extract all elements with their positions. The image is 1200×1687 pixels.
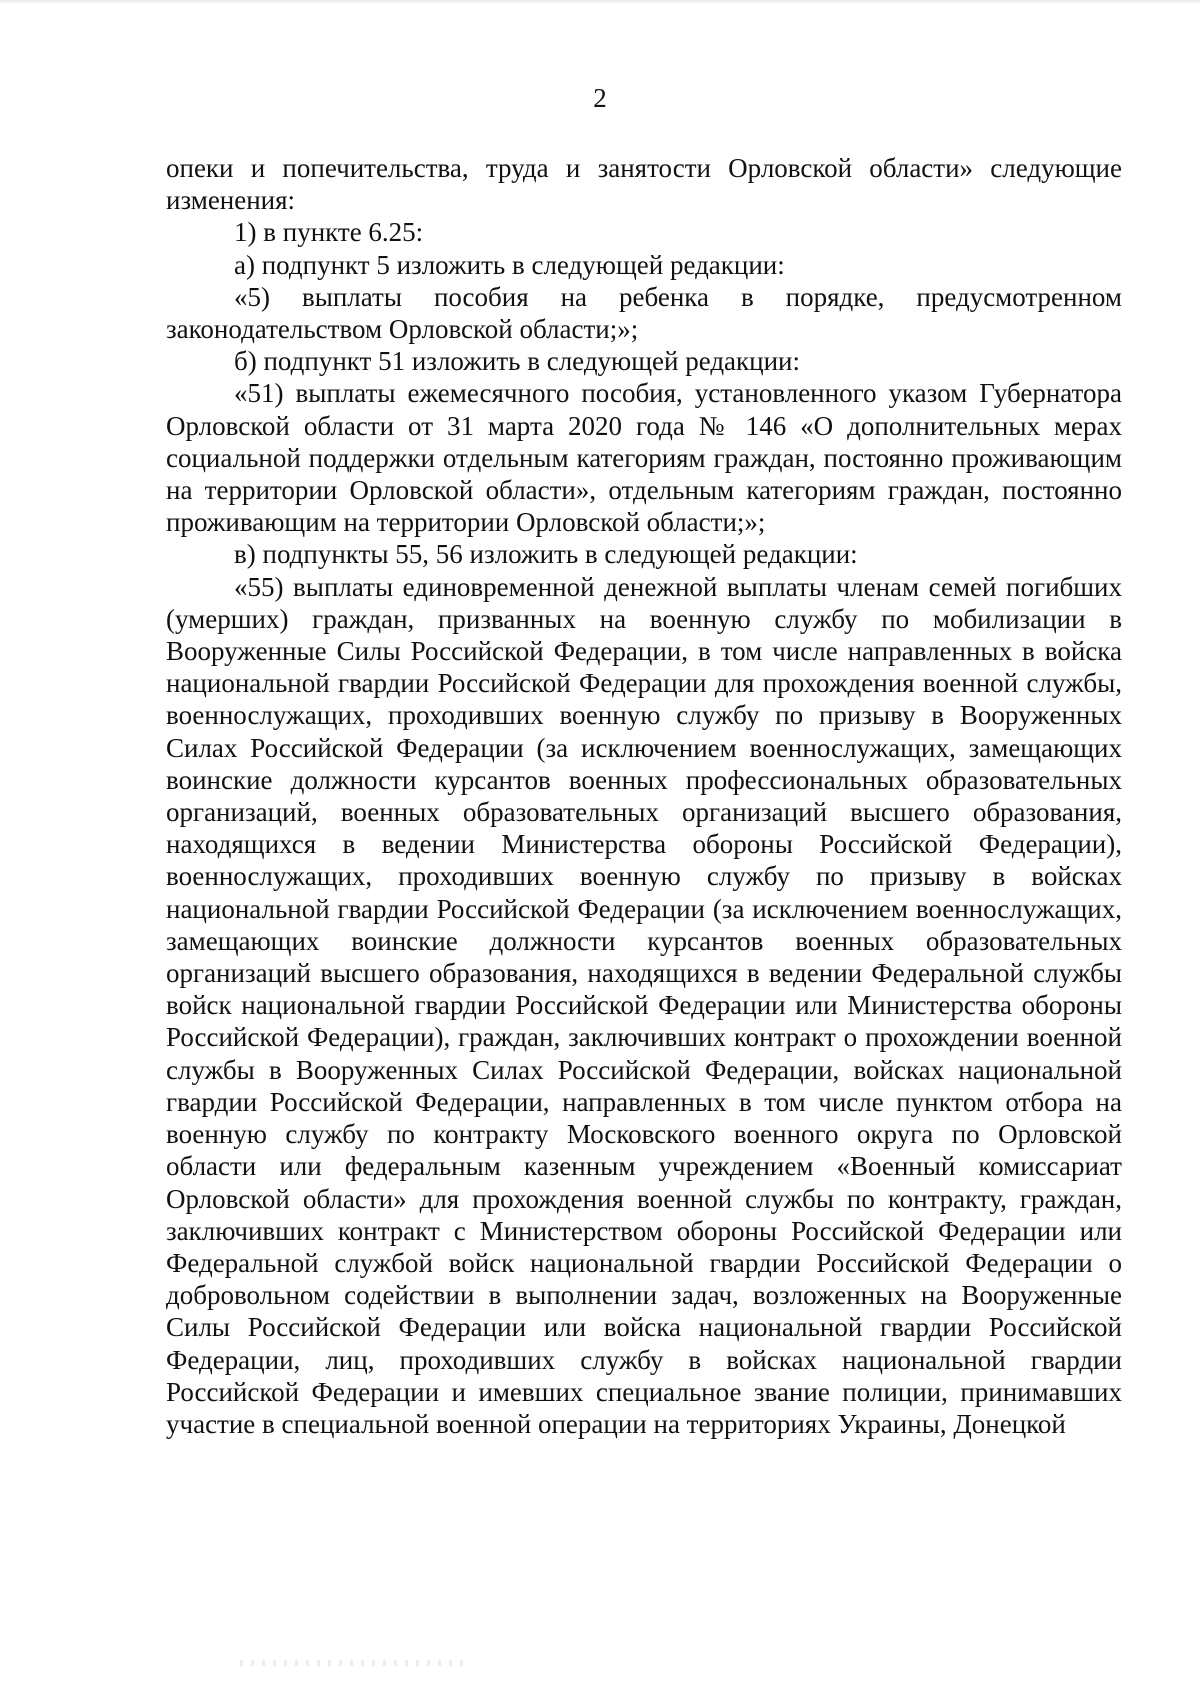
paragraph-item-1: 1) в пункте 6.25:	[234, 217, 424, 248]
scan-artifact	[240, 1660, 470, 1666]
paragraph-subitem-b: б) подпункт 51 изложить в следующей редакции:	[234, 346, 801, 377]
page-number: 2	[593, 83, 607, 113]
scan-edge-shading	[0, 0, 1200, 4]
paragraph-quote-51: «51) выплаты ежемесячного пособия, установленного указом Губернатора Орловской области от 31 марта 2020 года № 146 «О дополнительных мерах социальной поддержки отдельным категориям граждан, постоянно проживающим на территории Орловской области», отдельным категориям граждан, постоянно проживающим на территории Орловской области;»;	[166, 378, 1122, 538]
paragraph-subitem-v: в) подпункты 55, 56 изложить в следующей редакции:	[234, 539, 858, 570]
paragraph-subitem-a: а) подпункт 5 изложить в следующей редакции:	[234, 249, 785, 280]
paragraph-quote-55: «55) выплаты единовременной денежной выплаты членам семей погибших (умерших) граждан, призванных на военную службу по мобилизации в Вооруженные Силы Российской Федерации, в том числе направленных в войска национальной гвардии Российской Федерации для прохождения военной службы, военнослужащих, проходивших военную службу по призыву в Вооруженных Силах Российской Федерации (за исключением военнослужащих, замещающих воинские должности курсантов военных профессиональных образовательных организаций, военных образовательных организаций высшего образования, находящихся в ведении Министерства обороны Российской Федерации), военнослужащих, проходивших военную службу по призыву в войсках национальной гвардии Российской Федерации (за исключением военнослужащих, замещающих воинские должности курсантов военных образовательных организаций высшего образования, находящихся в ведении Федеральной службы войск национальной гвардии Российской Федерации или Министерства обороны Российской Федерации), граждан, заключивших контракт о прохождении военной службы в Вооруженных Силах Российской Федерации, войсках национальной гвардии Российской Федерации, направленных в том числе пунктом отбора на военную службу по контракту Московского военного округа по Орловской области или федеральным казенным учреждением «Военный комиссариат Орловской области» для прохождения военной службы по контракту, граждан, заключивших контракт с Министерством обороны Российской Федерации или Федеральной службой войск национальной гвардии Российской Федерации о добровольном содействии в выполнении задач, возложенных на Вооруженные Силы Российской Федерации или войска национальной гвардии Российской Федерации, лиц, проходивших службу в войсках национальной гвардии Российской Федерации и имевших специальное звание полиции, принимавших участие в специальной военной операции на территориях Украины, Донецкой	[166, 571, 1122, 1439]
paragraph-quote-5: «5) выплаты пособия на ребенка в порядке, предусмотренном законодательством Орловской области;»;	[166, 281, 1122, 345]
document-body	[166, 152, 1122, 1440]
paragraph-intro: опеки и попечительства, труда и занятости Орловской области» следующие изменения:	[166, 153, 1122, 216]
